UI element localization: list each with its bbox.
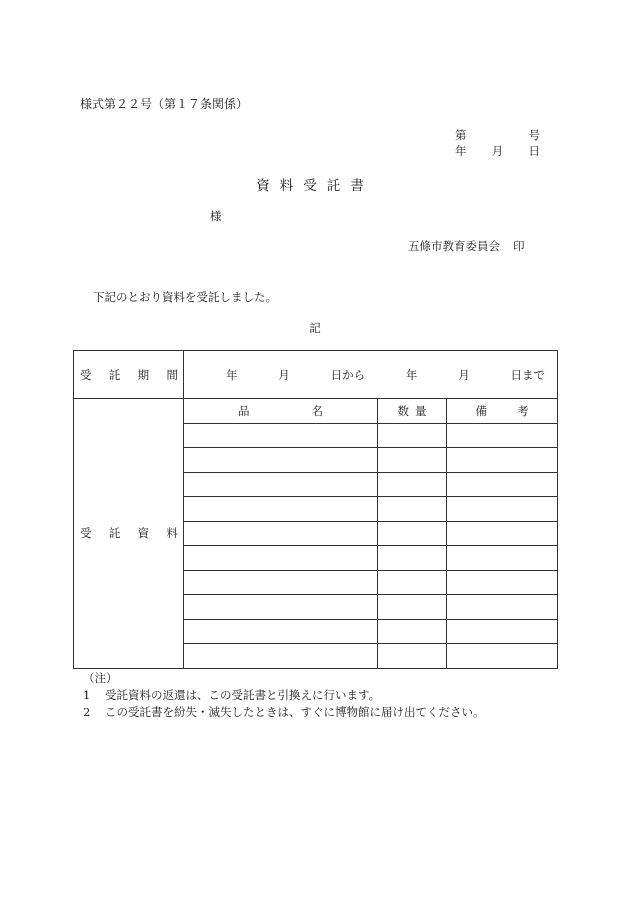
header-char: 量	[415, 403, 427, 418]
document-number-line	[455, 127, 540, 143]
date-day: 日	[528, 144, 540, 158]
note-text: 受託資料の返還は、この受託書と引換えに行います。	[105, 688, 381, 702]
material-remarks-cell[interactable]	[447, 521, 558, 546]
material-remarks-cell[interactable]	[447, 595, 558, 620]
material-name-cell[interactable]	[184, 546, 378, 571]
consignment-table	[73, 350, 558, 669]
material-quantity-cell[interactable]	[378, 521, 447, 546]
materials-label-char: 託	[108, 526, 121, 541]
material-remarks-cell[interactable]	[447, 472, 558, 497]
material-quantity-cell[interactable]	[378, 546, 447, 571]
note-item	[83, 687, 485, 704]
remarks-header	[447, 399, 558, 424]
issuer-name: 五條市教育委員会	[408, 239, 500, 253]
material-name-cell[interactable]	[184, 644, 378, 669]
to-day: 日まで	[510, 367, 545, 382]
from-month: 月	[278, 367, 290, 382]
material-remarks-cell[interactable]	[447, 423, 558, 448]
note-number: 1	[83, 688, 91, 702]
materials-label-char: 受	[80, 526, 92, 541]
material-quantity-cell[interactable]	[378, 644, 447, 669]
period-field[interactable]	[184, 351, 558, 399]
material-quantity-cell[interactable]	[378, 570, 447, 595]
form-id: 様式第２２号（第１７条関係）	[80, 97, 249, 111]
header-char: 数	[397, 403, 409, 418]
to-month: 月	[458, 367, 470, 382]
material-name-cell[interactable]	[184, 595, 378, 620]
material-remarks-cell[interactable]	[447, 448, 558, 473]
header-char: 考	[517, 403, 529, 418]
materials-label-char: 料	[166, 526, 178, 541]
header-char: 備	[475, 403, 488, 418]
material-quantity-cell[interactable]	[378, 595, 447, 620]
material-quantity-cell[interactable]	[378, 497, 447, 522]
to-year: 年	[405, 367, 418, 382]
material-quantity-cell[interactable]	[378, 423, 447, 448]
period-label-char: 受	[80, 367, 92, 382]
header-char: 品	[238, 403, 250, 418]
seal-mark: 印	[513, 239, 525, 253]
note-item	[83, 704, 485, 721]
period-row	[74, 351, 558, 399]
ki-heading: 記	[309, 321, 321, 335]
note-number: 2	[83, 705, 91, 719]
date-month: 月	[491, 144, 504, 158]
issuer	[408, 238, 525, 254]
material-remarks-cell[interactable]	[447, 644, 558, 669]
period-label-char: 期	[137, 367, 150, 382]
materials-label-char: 資	[137, 526, 150, 541]
notes-heading: （注）	[83, 671, 118, 685]
material-name-cell[interactable]	[184, 472, 378, 497]
material-quantity-cell[interactable]	[378, 472, 447, 497]
material-remarks-cell[interactable]	[447, 570, 558, 595]
recipient-suffix: 様	[210, 209, 222, 223]
quantity-header	[378, 399, 447, 424]
period-label-char: 託	[108, 367, 121, 382]
material-remarks-cell[interactable]	[447, 619, 558, 644]
number-prefix: 第	[455, 128, 467, 142]
material-name-cell[interactable]	[184, 497, 378, 522]
date-year: 年	[455, 144, 467, 158]
material-name-cell[interactable]	[184, 570, 378, 595]
period-label-cell	[74, 351, 184, 399]
number-suffix: 号	[528, 128, 540, 142]
intro-text: 下記のとおり資料を受託しました。	[93, 290, 277, 304]
materials-header-row	[74, 399, 558, 424]
notes	[83, 670, 485, 721]
material-name-cell[interactable]	[184, 423, 378, 448]
material-quantity-cell[interactable]	[378, 619, 447, 644]
material-quantity-cell[interactable]	[378, 448, 447, 473]
materials-label-cell	[74, 399, 184, 669]
from-day: 日から	[330, 367, 366, 382]
issue-date-line	[455, 143, 540, 159]
material-remarks-cell[interactable]	[447, 497, 558, 522]
note-text: この受託書を紛失・滅失したときは、すぐに博物館に届け出てください。	[105, 705, 485, 719]
from-year: 年	[226, 367, 238, 382]
material-name-cell[interactable]	[184, 448, 378, 473]
material-name-cell[interactable]	[184, 619, 378, 644]
item-name-header	[184, 399, 378, 424]
document-title: 資料受託書	[256, 178, 374, 194]
period-label-char: 間	[166, 367, 178, 382]
header-char: 名	[311, 403, 323, 418]
material-remarks-cell[interactable]	[447, 546, 558, 571]
material-name-cell[interactable]	[184, 521, 378, 546]
